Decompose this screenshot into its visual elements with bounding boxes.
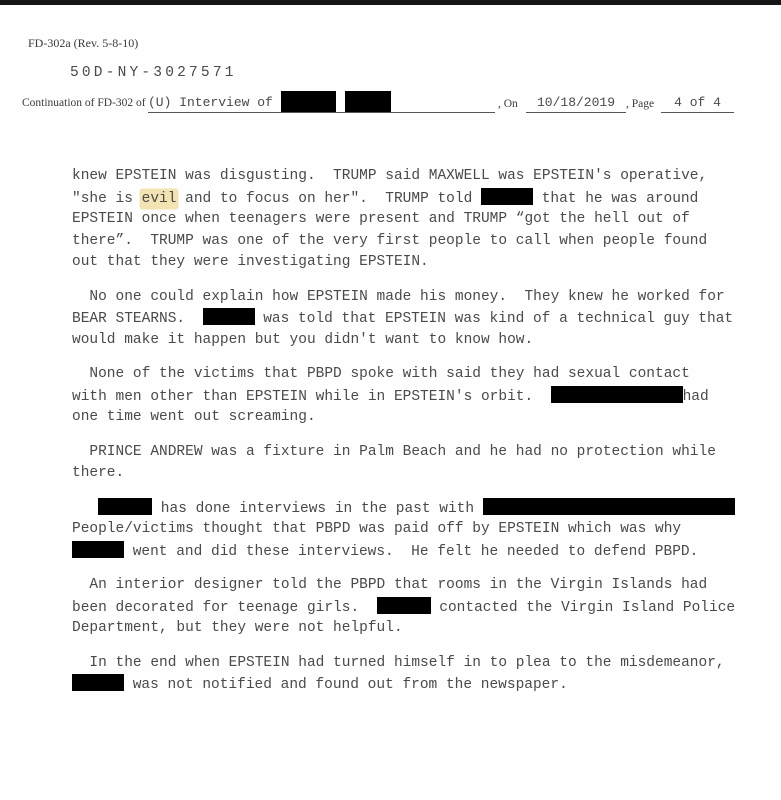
paragraph [72, 653, 762, 696]
text-segment: one time went out screaming. [72, 409, 316, 425]
page-field [661, 87, 734, 113]
page-number: 4 of 4 [674, 95, 721, 110]
text-line [72, 442, 762, 464]
text-segment: was told that EPSTEIN was kind of a technical guy that [254, 311, 734, 327]
document-body [72, 166, 762, 696]
on-label: , On [498, 98, 518, 110]
text-segment: and to focus on her". TRUMP told [176, 190, 481, 207]
paragraph [72, 498, 762, 563]
text-line [72, 364, 762, 386]
text-line [72, 519, 762, 541]
text-segment: would make it happen but you didn't want to know how. [72, 331, 534, 348]
paragraph [72, 287, 762, 352]
redaction-bar [98, 498, 152, 515]
text-line [72, 653, 762, 675]
interview-of-value: (U) Interview of [148, 95, 273, 110]
text-segment: None of the victims that PBPD spoke with said they had sexual contact [72, 366, 690, 382]
case-number: 50D-NY-3027571 [70, 65, 237, 81]
text-segment: No one could explain how EPSTEIN made his money. They knew he worked for [72, 288, 725, 305]
paragraph [72, 575, 762, 640]
date-field [526, 87, 626, 113]
text-line [72, 498, 762, 520]
text-line [72, 674, 762, 696]
continuation-label: Continuation of FD-302 of [22, 97, 146, 109]
redaction-bar [481, 188, 533, 205]
text-line [72, 287, 762, 309]
text-segment: went and did these interviews. He felt he needed to defend PBPD. [124, 543, 699, 560]
redaction-bar [345, 91, 391, 112]
redaction-bar [203, 308, 255, 325]
text-segment: EPSTEIN once when teenagers were present and TRUMP “got the hell out of [72, 211, 690, 227]
text-line [72, 575, 762, 597]
text-line [72, 618, 762, 640]
text-segment: In the end when EPSTEIN had turned himself in to plea to the misdemeanor, [72, 654, 725, 671]
redaction-bar [281, 91, 336, 112]
text-line [72, 252, 762, 274]
text-segment: was not notified and found out from the newspaper. [124, 677, 568, 693]
text-line [72, 386, 762, 408]
text-line [72, 463, 762, 485]
text-segment: An interior designer told the PBPD that rooms in the Virgin Islands had [72, 577, 708, 593]
text-segment: had [682, 388, 709, 405]
text-segment: PRINCE ANDREW was a fixture in Palm Beach and he had no protection while [72, 443, 716, 460]
redaction-bar [551, 386, 683, 403]
text-segment: out that they were investigating EPSTEIN. [72, 254, 429, 270]
text-segment: there. [72, 465, 125, 481]
text-line [72, 209, 762, 231]
text-line [72, 166, 762, 188]
text-segment: "she is [72, 190, 142, 207]
text-segment: there”. TRUMP was one of the very first people to call when people found [72, 232, 708, 249]
redaction-bar [72, 541, 124, 558]
scan-edge-artifact [0, 0, 781, 5]
date-value: 10/18/2019 [536, 95, 615, 110]
text-segment: been decorated for teenage girls. [72, 599, 377, 616]
interview-of-field [148, 87, 495, 113]
text-line [72, 188, 762, 210]
redaction-bar [483, 498, 735, 515]
paragraph [72, 166, 762, 274]
text-line [72, 308, 762, 330]
paragraph [72, 364, 762, 429]
text-segment: knew EPSTEIN was disgusting. TRUMP said MAXWELL was EPSTEIN's operative, [72, 168, 708, 184]
text-line [72, 597, 762, 619]
text-segment: BEAR STEARNS. [72, 311, 203, 327]
text-segment: that he was around [533, 190, 699, 207]
text-segment: has done interviews in the past with [152, 500, 483, 517]
highlighted-text: evil [141, 190, 177, 207]
text-line [72, 541, 762, 563]
redaction-bar [377, 597, 431, 614]
paragraph [72, 442, 762, 485]
text-segment: with men other than EPSTEIN while in EPSTEIN's orbit. [72, 388, 551, 405]
text-segment: Department, but they were not helpful. [72, 620, 403, 636]
text-segment: contacted the Virgin Island Police [430, 599, 736, 616]
text-segment: People/victims thought that PBPD was paid off by EPSTEIN which was why [72, 521, 682, 537]
text-line [72, 330, 762, 352]
form-number: FD-302a (Rev. 5-8-10) [28, 36, 139, 50]
text-line [72, 407, 762, 429]
redaction-bar [72, 674, 124, 691]
text-segment [72, 501, 98, 517]
page-label: , Page [626, 98, 655, 110]
text-line [72, 231, 762, 253]
